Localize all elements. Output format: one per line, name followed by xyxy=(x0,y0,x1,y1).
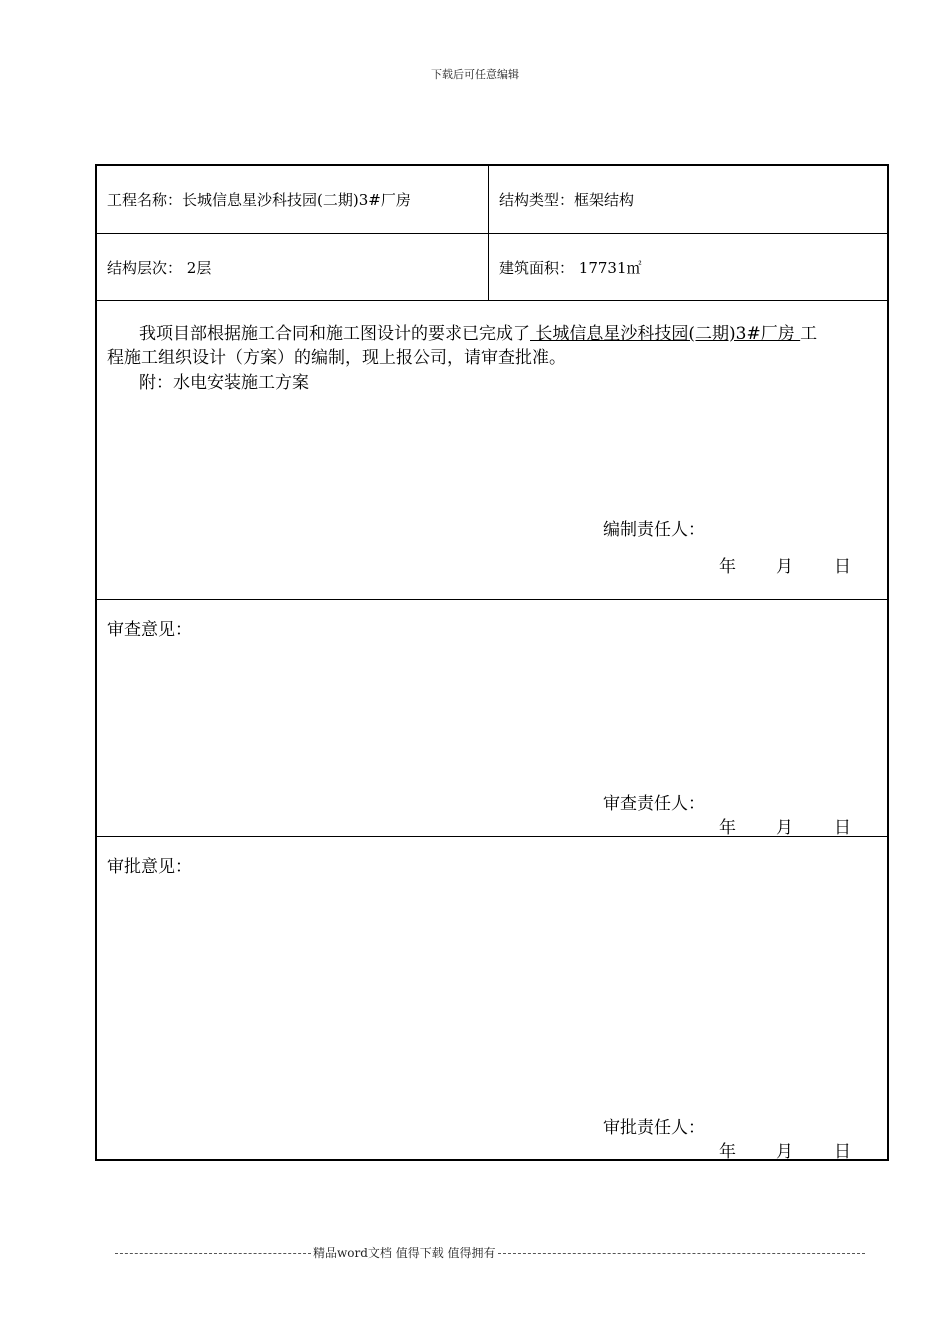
year-label: 年 xyxy=(719,818,736,838)
day-label: 日 xyxy=(834,818,851,838)
project-name-cell xyxy=(97,166,489,233)
day-label: 日 xyxy=(834,557,851,577)
approver-signature-label: 审批责任人： xyxy=(603,1118,705,1138)
area-cell xyxy=(489,234,887,300)
structure-type-value: 框架结构 xyxy=(574,191,635,209)
project-name-label: 工程名称： xyxy=(107,191,183,209)
floors-area-row xyxy=(97,234,887,301)
submission-line-1 xyxy=(139,319,817,344)
submission-prefix: 我项目部根据施工合同和施工图设计的要求已完成了 xyxy=(139,324,530,344)
month-label: 月 xyxy=(776,557,793,577)
submission-section xyxy=(97,301,887,600)
footer-divider-left xyxy=(115,1253,311,1254)
month-label: 月 xyxy=(776,1142,793,1162)
approval-section xyxy=(97,837,887,1162)
structure-type-cell xyxy=(489,166,887,233)
compiler-signature-label: 编制责任人： xyxy=(603,520,705,540)
attachment-note: 附：水电安装施工方案 xyxy=(139,373,309,393)
floors-cell xyxy=(97,234,489,300)
year-label: 年 xyxy=(719,1142,736,1162)
submission-line-2: 程施工组织设计（方案）的编制，现上报公司，请审查批准。 xyxy=(107,348,566,368)
structure-type-label: 结构类型： xyxy=(499,191,575,209)
submission-suffix: 工 xyxy=(800,324,818,344)
reviewer-signature-label: 审查责任人： xyxy=(603,794,705,814)
approval-form xyxy=(95,164,889,1161)
review-section xyxy=(97,600,887,837)
day-label: 日 xyxy=(834,1142,851,1162)
month-label: 月 xyxy=(776,818,793,838)
review-opinion-title: 审查意见： xyxy=(107,620,192,640)
approval-opinion-title: 审批意见： xyxy=(107,857,192,877)
floors-value: 2层 xyxy=(182,258,212,277)
year-label: 年 xyxy=(719,557,736,577)
footer-divider-right xyxy=(498,1253,865,1254)
area-label: 建筑面积： xyxy=(499,258,575,277)
project-info-row xyxy=(97,166,887,234)
header-note: 下载后可任意编辑 xyxy=(431,68,519,81)
submission-project-name: 长城信息星沙科技园(二期)3#厂房 xyxy=(530,324,801,344)
footer-banner xyxy=(115,1244,865,1261)
footer-text: 精品word文档 值得下载 值得拥有 xyxy=(313,1246,496,1260)
floors-label: 结构层次： xyxy=(107,258,183,277)
area-value: 17731㎡ xyxy=(574,258,642,277)
project-name-value: 长城信息星沙科技园(二期)3#厂房 xyxy=(182,191,411,209)
